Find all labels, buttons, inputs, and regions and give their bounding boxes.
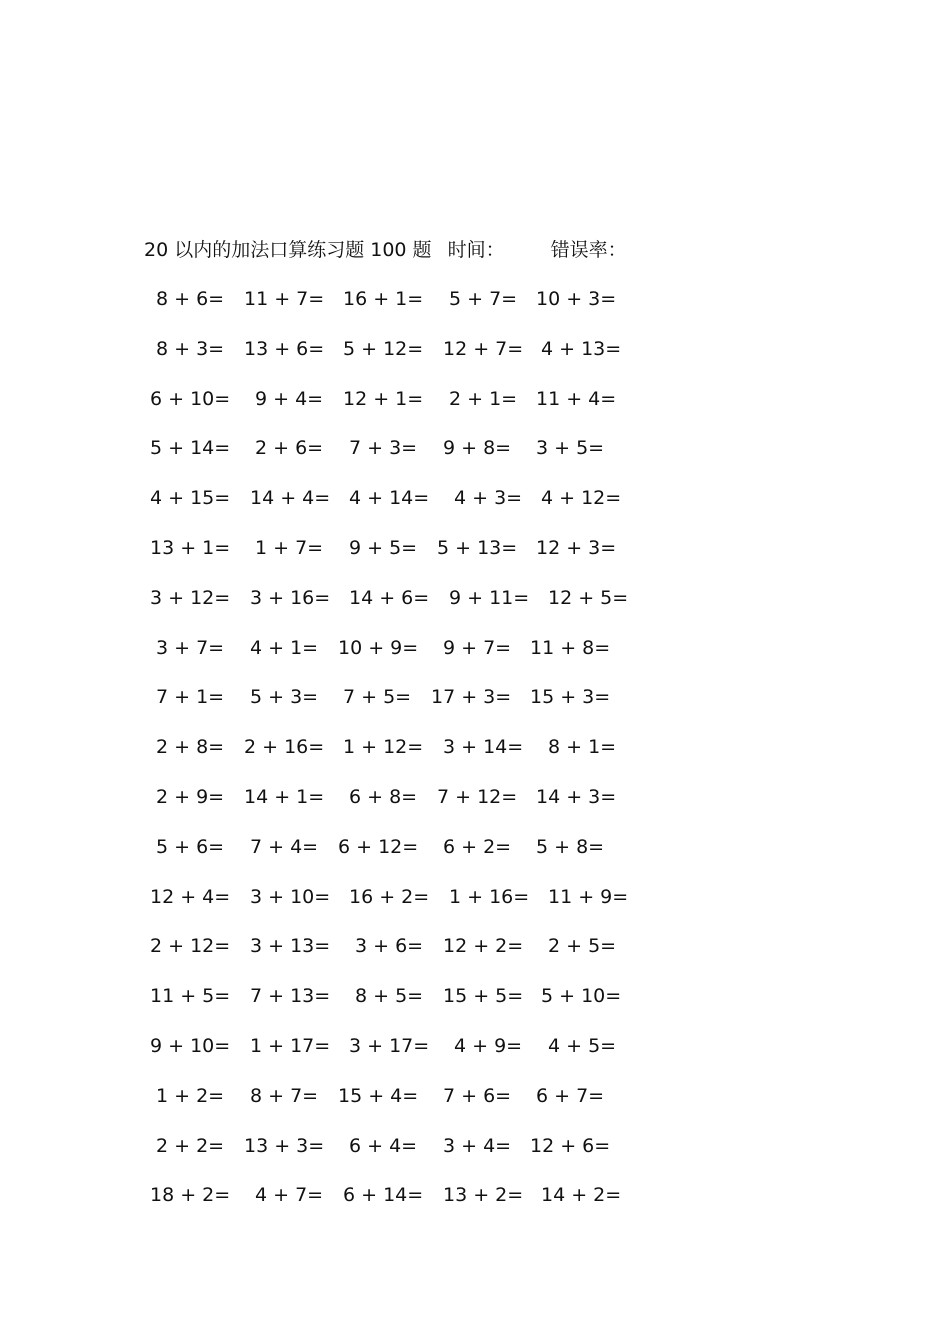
addition-problem: 12 + 2=	[443, 935, 524, 957]
addition-problem: 1 + 7=	[255, 537, 324, 559]
addition-problem: 2 + 12=	[150, 935, 231, 957]
addition-problem: 1 + 17=	[250, 1035, 331, 1057]
addition-problem: 4 + 3=	[454, 487, 523, 509]
addition-problem: 15 + 3=	[530, 686, 611, 708]
addition-problem: 3 + 10=	[250, 886, 331, 908]
addition-problem: 8 + 3=	[156, 338, 225, 360]
addition-problem: 7 + 3=	[349, 437, 418, 459]
time-label: 时间：	[447, 239, 505, 261]
addition-problem: 3 + 5=	[536, 437, 605, 459]
addition-problem: 3 + 4=	[443, 1135, 512, 1157]
addition-problem: 4 + 13=	[541, 338, 622, 360]
addition-problem: 2 + 9=	[156, 786, 225, 808]
addition-problem: 11 + 5=	[150, 985, 231, 1007]
addition-problem: 7 + 13=	[250, 985, 331, 1007]
addition-problem: 12 + 6=	[530, 1135, 611, 1157]
addition-problem: 11 + 7=	[244, 288, 325, 310]
addition-problem: 4 + 7=	[255, 1184, 324, 1206]
addition-problem: 14 + 3=	[536, 786, 617, 808]
addition-problem: 5 + 7=	[449, 288, 518, 310]
addition-problem: 2 + 2=	[156, 1135, 225, 1157]
addition-problem: 3 + 7=	[156, 637, 225, 659]
addition-problem: 9 + 7=	[443, 637, 512, 659]
addition-problem: 5 + 10=	[541, 985, 622, 1007]
addition-problem: 13 + 6=	[244, 338, 325, 360]
addition-problem: 5 + 8=	[536, 836, 605, 858]
addition-problem: 15 + 5=	[443, 985, 524, 1007]
addition-problem: 14 + 6=	[349, 587, 430, 609]
addition-problem: 4 + 12=	[541, 487, 622, 509]
addition-problem: 4 + 14=	[349, 487, 430, 509]
addition-problem: 8 + 7=	[250, 1085, 319, 1107]
addition-problem: 2 + 1=	[449, 388, 518, 410]
addition-problem: 2 + 6=	[255, 437, 324, 459]
addition-problem: 18 + 2=	[150, 1184, 231, 1206]
addition-problem: 7 + 5=	[343, 686, 412, 708]
addition-problem: 13 + 1=	[150, 537, 231, 559]
addition-problem: 12 + 5=	[548, 587, 629, 609]
addition-problem: 7 + 1=	[156, 686, 225, 708]
addition-problem: 13 + 2=	[443, 1184, 524, 1206]
addition-problem: 6 + 10=	[150, 388, 231, 410]
addition-problem: 14 + 2=	[541, 1184, 622, 1206]
addition-problem: 11 + 8=	[530, 637, 611, 659]
addition-problem: 9 + 11=	[449, 587, 530, 609]
addition-problem: 13 + 3=	[244, 1135, 325, 1157]
addition-problem: 3 + 14=	[443, 736, 524, 758]
addition-problem: 8 + 1=	[548, 736, 617, 758]
addition-problem: 16 + 1=	[343, 288, 424, 310]
addition-problem: 3 + 16=	[250, 587, 331, 609]
addition-problem: 8 + 6=	[156, 288, 225, 310]
addition-problem: 4 + 1=	[250, 637, 319, 659]
addition-problem: 1 + 16=	[449, 886, 530, 908]
addition-problem: 6 + 4=	[349, 1135, 418, 1157]
addition-problem: 3 + 17=	[349, 1035, 430, 1057]
addition-problem: 8 + 5=	[355, 985, 424, 1007]
addition-problem: 11 + 9=	[548, 886, 629, 908]
addition-problem: 6 + 7=	[536, 1085, 605, 1107]
addition-problem: 6 + 8=	[349, 786, 418, 808]
addition-problem: 16 + 2=	[349, 886, 430, 908]
addition-problem: 1 + 2=	[156, 1085, 225, 1107]
addition-problem: 9 + 10=	[150, 1035, 231, 1057]
addition-problem: 9 + 4=	[255, 388, 324, 410]
addition-problem: 5 + 12=	[343, 338, 424, 360]
addition-problem: 5 + 3=	[250, 686, 319, 708]
addition-problem: 4 + 9=	[454, 1035, 523, 1057]
addition-problem: 6 + 14=	[343, 1184, 424, 1206]
addition-problem: 12 + 7=	[443, 338, 524, 360]
addition-problem: 12 + 4=	[150, 886, 231, 908]
addition-problem: 3 + 6=	[355, 935, 424, 957]
addition-problem: 7 + 4=	[250, 836, 319, 858]
addition-problem: 12 + 1=	[343, 388, 424, 410]
addition-problem: 7 + 6=	[443, 1085, 512, 1107]
addition-problem: 1 + 12=	[343, 736, 424, 758]
addition-problem: 14 + 4=	[250, 487, 331, 509]
addition-problem: 4 + 15=	[150, 487, 231, 509]
addition-problem: 2 + 16=	[244, 736, 325, 758]
error-rate-label: 错误率：	[550, 239, 627, 261]
addition-problem: 3 + 13=	[250, 935, 331, 957]
addition-problem: 5 + 14=	[150, 437, 231, 459]
addition-problem: 6 + 12=	[338, 836, 419, 858]
addition-problem: 9 + 8=	[443, 437, 512, 459]
addition-problem: 6 + 2=	[443, 836, 512, 858]
addition-problem: 17 + 3=	[431, 686, 512, 708]
addition-problem: 14 + 1=	[244, 786, 325, 808]
addition-problem: 10 + 3=	[536, 288, 617, 310]
worksheet-title: 20 以内的加法口算练习题 100 题	[144, 239, 432, 261]
addition-problem: 3 + 12=	[150, 587, 231, 609]
addition-problem: 4 + 5=	[548, 1035, 617, 1057]
addition-problem: 5 + 13=	[437, 537, 518, 559]
addition-problem: 15 + 4=	[338, 1085, 419, 1107]
addition-problem: 5 + 6=	[156, 836, 225, 858]
addition-problem: 11 + 4=	[536, 388, 617, 410]
addition-problem: 10 + 9=	[338, 637, 419, 659]
addition-problem: 7 + 12=	[437, 786, 518, 808]
addition-problem: 9 + 5=	[349, 537, 418, 559]
addition-problem: 12 + 3=	[536, 537, 617, 559]
addition-problem: 2 + 8=	[156, 736, 225, 758]
addition-problem: 2 + 5=	[548, 935, 617, 957]
